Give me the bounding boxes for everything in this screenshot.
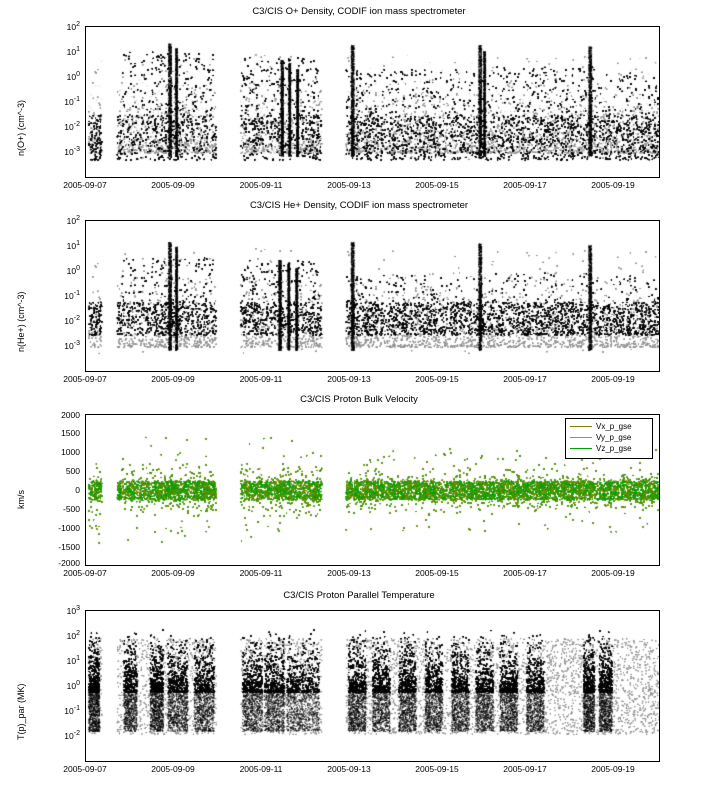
x-tick-label: 2005-09-09: [151, 374, 195, 384]
legend-line-icon: [570, 426, 592, 427]
y-tick-label: $10^0$: [66, 265, 80, 276]
x-tick-label: 2005-09-15: [415, 374, 459, 384]
legend-label: Vz_p_gse: [596, 444, 632, 453]
y-tick-label: -500: [62, 504, 80, 514]
x-tick-label: 2005-09-07: [63, 764, 107, 774]
y-tick-label: $10^{-2}$: [64, 730, 80, 741]
y-tick-label: 2000: [61, 410, 80, 420]
y-tick-label: $10^{-1}$: [64, 290, 80, 301]
panel-title: C3/CIS Proton Bulk Velocity: [300, 394, 418, 405]
x-tick-label: 2005-09-11: [239, 374, 283, 384]
x-tick-label: 2005-09-19: [591, 568, 635, 578]
y-tick-label: $10^2$: [66, 21, 80, 32]
legend-label: Vy_p_gse: [596, 433, 632, 442]
x-tick-label: 2005-09-13: [327, 568, 371, 578]
legend-entry-vy: [570, 432, 648, 443]
x-tick-label: 2005-09-13: [327, 374, 371, 384]
x-tick-label: 2005-09-19: [591, 764, 635, 774]
x-tick-label: 2005-09-15: [415, 568, 459, 578]
plot-canvas: [86, 221, 659, 371]
x-tick-label: 2005-09-17: [503, 764, 547, 774]
y-tick-label: $10^1$: [66, 46, 80, 57]
panel-title: C3/CIS He+ Density, CODIF ion mass spectrometer: [249, 200, 469, 211]
y-tick-label: $10^1$: [66, 655, 80, 666]
y-axis-label: T(p)_par (MK): [16, 683, 26, 740]
y-tick-label: 0: [75, 485, 80, 495]
x-tick-label: 2005-09-11: [239, 764, 283, 774]
x-tick-label: 2005-09-07: [63, 180, 107, 190]
x-tick-label: 2005-09-13: [327, 180, 371, 190]
y-tick-label: $10^0$: [66, 680, 80, 691]
y-tick-label: $10^3$: [66, 605, 80, 616]
x-tick-label: 2005-09-17: [503, 568, 547, 578]
y-tick-label: 1500: [61, 428, 80, 438]
x-tick-label: 2005-09-17: [503, 374, 547, 384]
legend-entry-vx: [570, 421, 648, 432]
y-axis-label: n(He+) (cm^-3): [16, 291, 26, 352]
plot-canvas: [86, 611, 659, 761]
panel-proton-bulk-velocity: [0, 394, 718, 589]
legend-velocity: [565, 418, 653, 459]
y-tick-label: $10^{-1}$: [64, 96, 80, 107]
x-tick-label: 2005-09-09: [151, 180, 195, 190]
y-tick-label: 500: [65, 466, 80, 476]
x-tick-label: 2005-09-07: [63, 374, 107, 384]
legend-line-icon: [570, 437, 592, 438]
x-tick-label: 2005-09-11: [239, 180, 283, 190]
plot-frame: [85, 220, 660, 372]
y-axis-label: n(O+) (cm^-3): [16, 100, 26, 156]
y-tick-label: $10^{-2}$: [64, 121, 80, 132]
y-tick-label: $10^1$: [66, 240, 80, 251]
x-tick-label: 2005-09-15: [415, 764, 459, 774]
y-axis-label: km/s: [16, 490, 26, 509]
x-tick-label: 2005-09-07: [63, 568, 107, 578]
y-tick-label: -2000: [58, 558, 80, 568]
legend-label: Vx_p_gse: [596, 422, 632, 431]
panel-he-plus-density: [0, 200, 718, 390]
panel-proton-parallel-temperature: [0, 590, 718, 785]
x-tick-label: 2005-09-09: [151, 764, 195, 774]
x-tick-label: 2005-09-19: [591, 374, 635, 384]
y-tick-label: -1000: [58, 523, 80, 533]
plot-canvas: [86, 27, 659, 177]
legend-line-icon: [570, 448, 592, 449]
panel-title: C3/CIS Proton Parallel Temperature: [283, 590, 435, 601]
legend-entry-vz: [570, 443, 648, 454]
panel-o-plus-density: [0, 6, 718, 196]
y-tick-label: $10^2$: [66, 630, 80, 641]
y-tick-label: $10^{-3}$: [64, 146, 80, 157]
y-tick-label: -1500: [58, 542, 80, 552]
y-tick-label: $10^2$: [66, 215, 80, 226]
plot-frame: [85, 610, 660, 762]
x-tick-label: 2005-09-11: [239, 568, 283, 578]
y-tick-label: $10^{-3}$: [64, 340, 80, 351]
plot-frame: [85, 26, 660, 178]
x-tick-label: 2005-09-15: [415, 180, 459, 190]
y-tick-label: $10^{-1}$: [64, 705, 80, 716]
x-tick-label: 2005-09-13: [327, 764, 371, 774]
x-tick-label: 2005-09-17: [503, 180, 547, 190]
y-tick-label: $10^0$: [66, 71, 80, 82]
panel-title: C3/CIS O+ Density, CODIF ion mass spectrometer: [252, 6, 466, 17]
y-tick-label: $10^{-2}$: [64, 315, 80, 326]
x-tick-label: 2005-09-09: [151, 568, 195, 578]
y-tick-label: 1000: [61, 447, 80, 457]
x-tick-label: 2005-09-19: [591, 180, 635, 190]
